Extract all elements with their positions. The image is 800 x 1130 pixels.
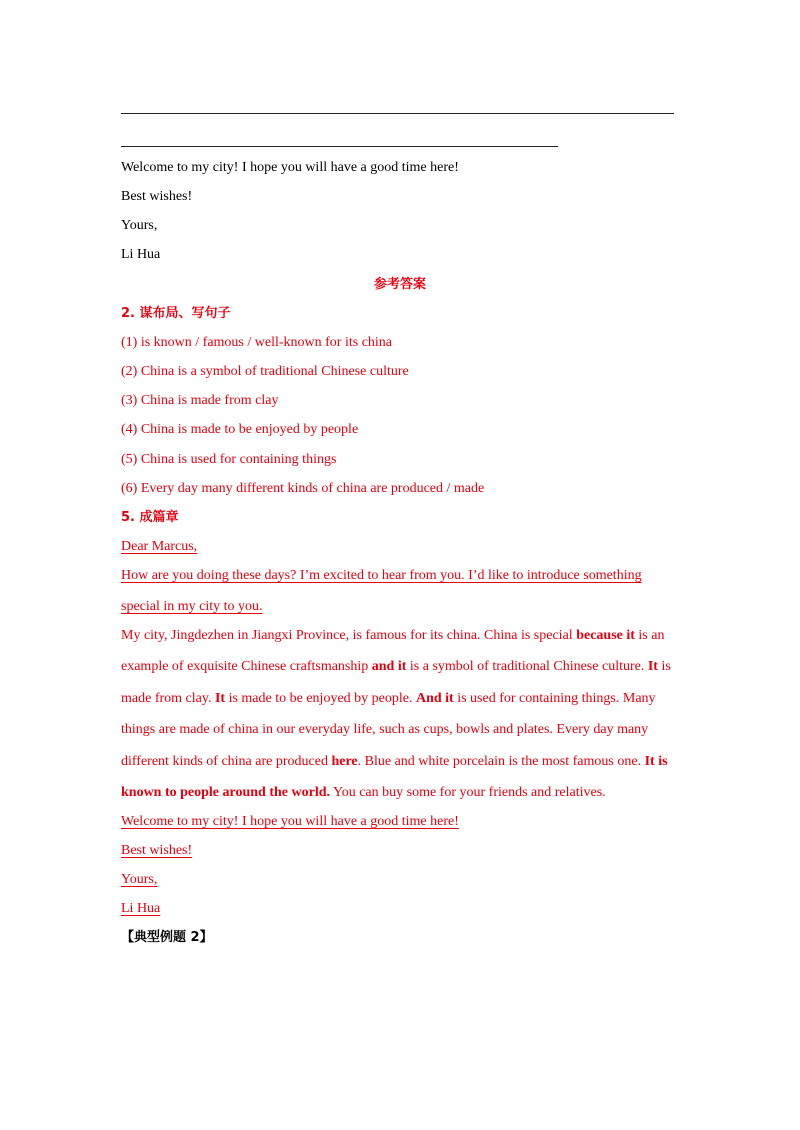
body-text: My city, Jingdezhen in Jiangxi Province, is famous for its china. China is special — [121, 628, 577, 643]
body-text: is an — [634, 628, 665, 643]
top-name: Li Hua — [121, 247, 161, 262]
body-connector: It is — [644, 754, 668, 769]
letter-body-line-5 — [121, 753, 668, 771]
part2-item: (2) China is a symbol of traditional Chinese culture — [121, 364, 409, 379]
part2-item: (1) is known / famous / well-known for its china — [121, 335, 393, 350]
letter-signoff: Yours, — [121, 872, 158, 887]
letter-body-line-4: things are made of china in our everyday life, such as cups, bowls and plates. Every day many — [121, 722, 649, 737]
body-connector: And it — [415, 691, 454, 706]
body-connector: It — [647, 659, 658, 674]
part5-heading: 5. 成篇章 — [121, 510, 179, 525]
part2-item: (4) China is made to be enjoyed by people — [121, 422, 359, 437]
body-text: is used for containing things. Many — [453, 691, 656, 706]
letter-body-line-2 — [121, 658, 671, 676]
top-wishes: Best wishes! — [121, 189, 193, 204]
letter-name: Li Hua — [121, 901, 161, 916]
letter-opening-line-2: special in my city to you. — [121, 599, 263, 614]
letter-body-line-6 — [121, 784, 606, 802]
body-text: You can buy some for your friends and relatives. — [330, 785, 606, 800]
body-connector: here — [331, 754, 358, 769]
body-connector: It — [214, 691, 226, 706]
letter-closing-line: Welcome to my city! I hope you will have a good time here! — [121, 814, 459, 829]
part2-item: (6) Every day many different kinds of china are produced / made — [121, 481, 485, 496]
letter-body-line-3 — [121, 690, 656, 708]
body-text: made from clay. — [121, 691, 215, 706]
body-text: example of exquisite Chinese craftsmanship — [121, 659, 372, 674]
top-signoff: Yours, — [121, 218, 158, 233]
letter-opening-line-1: How are you doing these days? I’m excited to hear from you. I’d like to introduce something — [121, 568, 642, 583]
body-connector: and it — [371, 659, 407, 674]
body-text: . Blue and white porcelain is the most famous one. — [357, 754, 645, 769]
body-text: is a symbol of traditional Chinese culture. — [406, 659, 648, 674]
letter-wishes: Best wishes! — [121, 843, 193, 858]
body-connector: because it — [576, 628, 635, 643]
body-text: is made to be enjoyed by people. — [225, 691, 416, 706]
letter-body-line-1 — [121, 627, 664, 645]
next-example-heading: 【典型例题 2】 — [121, 930, 213, 945]
part2-heading: 2. 谋布局、写句子 — [121, 306, 231, 321]
letter-greeting: Dear Marcus, — [121, 539, 198, 554]
body-text: different kinds of china are produced — [121, 754, 332, 769]
part2-item: (3) China is made from clay — [121, 393, 279, 408]
blank-line-2 — [121, 146, 558, 147]
body-connector: known to people around the world. — [121, 785, 331, 800]
answer-title: 参考答案 — [373, 277, 426, 292]
part2-item: (5) China is used for containing things — [121, 452, 337, 467]
top-closing-line: Welcome to my city! I hope you will have a good time here! — [121, 160, 459, 175]
blank-line-1 — [121, 113, 674, 114]
body-text: is — [657, 659, 671, 674]
